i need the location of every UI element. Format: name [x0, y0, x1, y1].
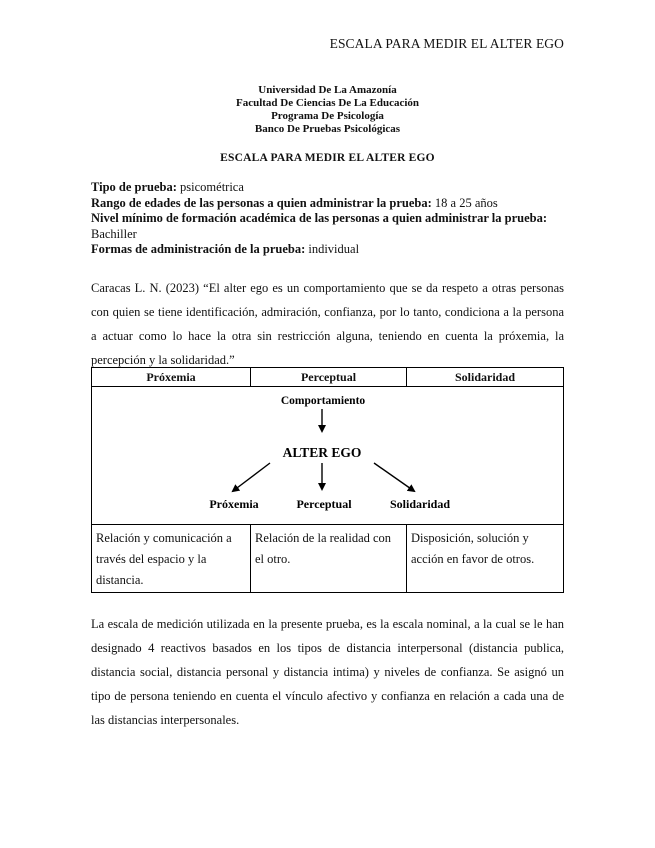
faculty-name: Facultad De Ciencias De La Educación — [235, 97, 420, 109]
university-name: Universidad De La Amazonía — [258, 84, 397, 96]
admin-label: Formas de administración de la prueba: — [91, 242, 306, 257]
test-type-value: psicométrica — [176, 180, 244, 194]
test-type-label: Tipo de prueba: — [91, 180, 177, 194]
table-cell-solidaridad: Disposición, solución y acción en favor de otros. — [411, 531, 535, 566]
age-range-value: 18 a 25 años — [431, 195, 498, 210]
body-column-divider — [406, 524, 407, 592]
table-body-divider — [92, 524, 563, 525]
institution-block — [0, 84, 655, 136]
table-header-proxemia: Próxemia — [146, 370, 196, 384]
admin-line — [91, 242, 571, 258]
scale-description-paragraph: La escala de medición utilizada en la presente prueba, es la escala nominal, a la cual se le han designado 4 reactivos basados en los tipos de distancia interpersonal (distancia publica, distancia social, distancia personal y distancia intima) y niveles de confianza. Se asignó un tipo de persona teniendo en cuenta el vínculo afectivo y confianza en relación a cada una de las distancias interpersonales. — [91, 617, 564, 727]
test-bank-name: Banco De Pruebas Psicológicas — [254, 123, 401, 135]
diagram-alter-ego-label: ALTER EGO — [282, 445, 362, 460]
age-range-label: Rango de edades de las personas a quien administrar la prueba: — [91, 195, 432, 210]
body-column-divider — [250, 524, 251, 592]
age-range-line — [91, 196, 571, 212]
education-line — [91, 211, 571, 227]
diagram-behavior-label: Comportamiento — [280, 395, 366, 407]
alter-ego-diagram — [92, 387, 563, 524]
document-title: ESCALA PARA MEDIR EL ALTER EGO — [220, 152, 435, 164]
education-label: Nivel mínimo de formación académica de las personas a quien administrar la prueba: — [91, 211, 548, 226]
table-header-solidaridad: Solidaridad — [454, 370, 516, 384]
table-header-perceptual: Perceptual — [300, 370, 357, 384]
table-cell-proxemia: Relación y comunicación a través del espacio y la distancia. — [96, 531, 232, 587]
admin-value: individual — [305, 242, 360, 257]
table-cell-perceptual: Relación de la realidad con el otro. — [255, 531, 392, 566]
test-metadata — [91, 180, 571, 258]
arrow-to-solidaridad — [374, 463, 414, 491]
arrow-to-proxemia — [233, 463, 270, 491]
diagram-proxemia-label: Próxemia — [209, 497, 259, 511]
diagram-solidaridad-label: Solidaridad — [389, 497, 451, 511]
test-type-line — [91, 180, 571, 196]
diagram-perceptual-label: Perceptual — [296, 497, 352, 511]
program-name: Programa De Psicología — [271, 110, 384, 122]
education-value: Bachiller — [91, 226, 137, 241]
running-header: ESCALA PARA MEDIR EL ALTER EGO — [329, 36, 564, 51]
definition-paragraph: Caracas L. N. (2023) “El alter ego es un comportamiento que se da respeto a otras personas con quien se tiene identificación, admiración, confianza, por lo tanto, condiciona a la persona a actuar como lo hace la otra sin restricción alguna, teniendo en cuenta la próxemia, la percepción y la solidaridad.” — [91, 281, 564, 367]
alter-ego-table — [91, 367, 564, 593]
